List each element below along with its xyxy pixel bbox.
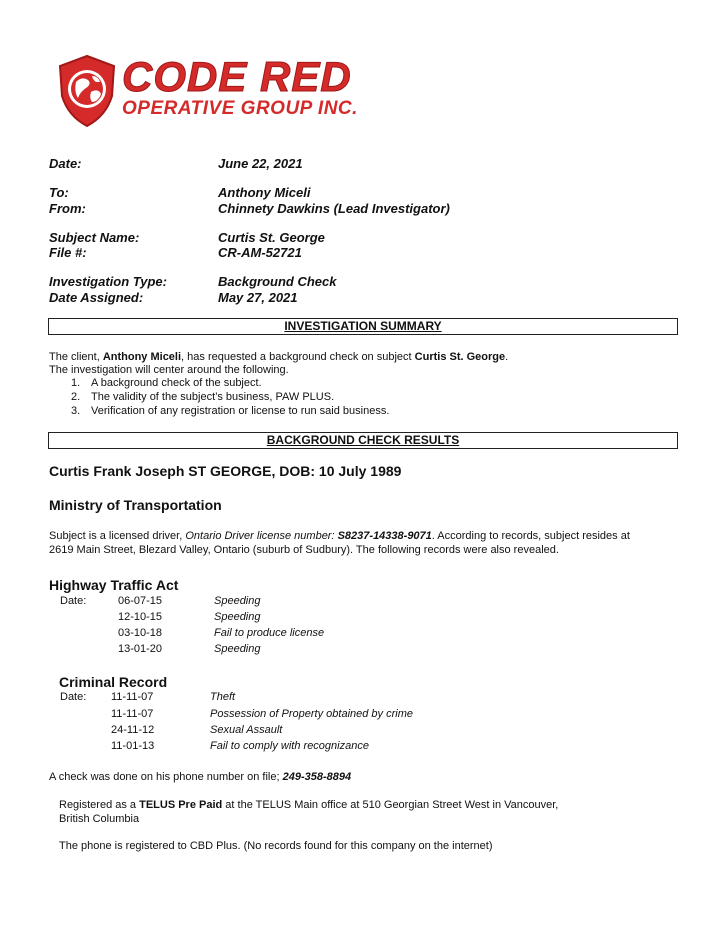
file-number-value: CR-AM-52721 [218,245,302,260]
criminal-date-label: Date: [60,691,87,703]
investigation-type-label: Investigation Type: [49,274,167,289]
date-value: June 22, 2021 [218,156,303,171]
summary-line2: The investigation will center around the following. [49,364,289,376]
hta-record-desc: Fail to produce license [214,627,325,639]
phone-registration-line2: British Columbia [59,813,140,825]
hta-date-label: Date: [60,595,87,607]
subject-name: Curtis St. George [414,351,506,363]
from-value: Chinnety Dawkins (Lead Investigator) [218,201,450,216]
date-assigned-value: May 27, 2021 [218,290,298,305]
hta-heading: Highway Traffic Act [49,577,179,593]
investigation-summary-heading: INVESTIGATION SUMMARY [48,318,678,335]
globe-shield-icon [56,54,118,128]
company-logo [56,52,376,130]
from-label: From: [49,201,86,216]
mto-heading: Ministry of Transportation [49,497,222,513]
background-check-results-heading: BACKGROUND CHECK RESULTS [48,432,678,449]
criminal-record-date: 24-11-12 [111,724,155,736]
criminal-record-desc: Theft [210,691,236,703]
criminal-record-desc: Possession of Property obtained by crime [210,708,413,720]
phone-check-line: A check was done on his phone number on file; 249-358-8894 [49,771,352,783]
criminal-record-date: 11-11-07 [111,691,154,703]
client-name: Anthony Miceli [102,351,182,363]
criminal-record-date: 11-01-13 [111,740,155,752]
file-number-label: File #: [49,245,87,260]
criminal-record-desc: Sexual Assault [210,724,283,736]
phone-number: 249-358-8894 [282,771,352,783]
to-label: To: [49,185,69,200]
criminal-record-heading: Criminal Record [59,674,168,690]
subject-name-label: Subject Name: [49,230,140,245]
logo-subtitle: OPERATIVE GROUP INC. [122,98,358,119]
mto-paragraph-line2: 2619 Main Street, Blezard Valley, Ontario (suburb of Sudbury). The following records were also revealed. [49,544,559,556]
hta-record-date: 03-10-18 [118,627,163,639]
license-number: S8237-14338-9071 [337,530,432,542]
date-assigned-label: Date Assigned: [49,290,144,305]
summary-intro: The client, Anthony Miceli, has requested a background check on subject Curtis St. George. [49,351,509,363]
hta-record-desc: Speeding [214,643,261,655]
carrier-name: TELUS Pre Paid [139,799,223,811]
hta-record-date: 12-10-15 [118,611,163,623]
criminal-record-date: 11-11-07 [111,708,154,720]
phone-cbd-line: The phone is registered to CBD Plus. (No records found for this company on the internet) [59,840,493,852]
hta-record-desc: Speeding [214,595,261,607]
criminal-record-desc: Fail to comply with recognizance [210,740,369,752]
date-label: Date: [49,156,82,171]
phone-registration-line1: Registered as a TELUS Pre Paid at the TELUS Main office at 510 Georgian Street West in Vancouver, [59,799,559,811]
hta-record-date: 13-01-20 [118,643,163,655]
document-page: CODE RED OPERATIVE GROUP INC. Date: June 22, 2021 To: Anthony Miceli From: Chinnety Dawkins (Lead Investigator) Subject Name: Curtis St. George File #: CR-AM-52721 Investigation Type: Background Check Date Assigned: May 27, 2021 INVESTIGATION SUMMARY The client, Anthony Miceli, has requested a background check on subject Curtis St. George. The investigation will center around the following. 1. A background check of the subject. 2. The validity of the subject’s business, PAW PLUS. 3. Verification of any registration or license to run said business. BACKGROUND CHECK RESULTS Curtis Frank Joseph ST GEORGE, DOB: 10 July 1989 Ministry of Transportation Subject is a licensed driver, Ontario Driver license number: S8237-14338-9071. According to records, subject resides at 2619 Main Street, Blezard Valley, Ontario (suburb of Sudbury). The following records were also revealed. Highway Traffic Act Date: 06-07-15 Speeding 12-10-15 Speeding 03-10-18 Fail to produce license 13-01-20 Speeding Criminal Record Date: 11-11-07 Theft 11-11-07 Possession of Property obtained by crime 24-11-12 Sexual Assault 11-01-13 Fail to comply with recognizance A check was done on his phone number on file; 249-358-8894 Registered as a TELUS Pre Paid at the TELUS Main office at 510 Georgian Street West in Vancouver, British Columbia The phone is registered to CBD Plus. (No records found for this company on the internet) [0,0,720,931]
subject-heading: Curtis Frank Joseph ST GEORGE, DOB: 10 July 1989 [49,463,402,479]
logo-title: CODE RED [122,53,352,100]
mto-paragraph-line1: Subject is a licensed driver, Ontario Driver license number: S8237-14338-9071. According to records, subject resides at [49,530,630,542]
hta-record-date: 06-07-15 [118,595,163,607]
to-value: Anthony Miceli [218,185,311,200]
investigation-type-value: Background Check [218,274,337,289]
hta-record-desc: Speeding [214,611,261,623]
subject-name-value: Curtis St. George [218,230,325,245]
